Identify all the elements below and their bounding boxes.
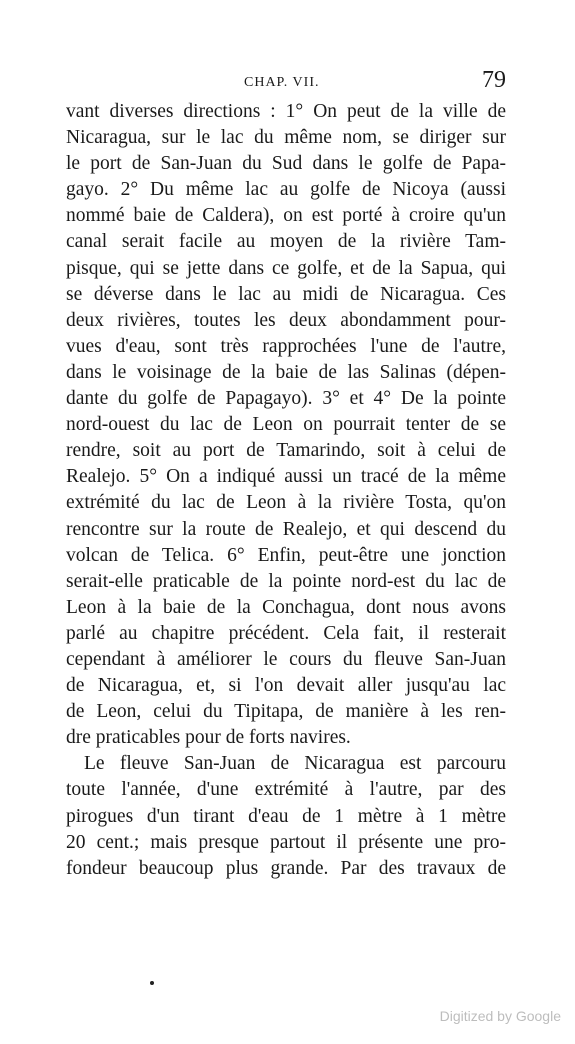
text-line: dante du golfe de Papagayo). 3° et 4° De la pointe — [66, 388, 506, 410]
text-line: vues d'eau, sont très rapprochées l'une de l'autre, — [66, 335, 506, 357]
text-line: de Leon, celui du Tipitapa, de manière à les ren- — [66, 701, 506, 723]
paragraph-last-line: dre praticables pour de forts navires. — [66, 727, 351, 749]
text-line: se déverse dans le lac au midi de Nicaragua. Ces — [66, 283, 506, 305]
text-line: volcan de Telica. 6° Enfin, peut-être une jonction — [66, 544, 506, 566]
text-line: rendre, soit au port de Tamarindo, soit à celui de — [66, 440, 506, 462]
text-line: canal serait facile au moyen de la rivière Tam- — [66, 231, 506, 253]
text-line: nommé baie de Caldera), on est porté à croire qu'un — [66, 205, 506, 227]
ink-speck — [150, 981, 154, 985]
text-line: nord-ouest du lac de Leon on pourrait tenter de se — [66, 414, 506, 436]
text-line: Realejo. 5° On a indiqué aussi un tracé de la même — [66, 466, 506, 488]
text-line: toute l'année, d'une extrémité à l'autre, par des — [66, 779, 506, 801]
watermark: Digitized by Google — [439, 1008, 561, 1024]
text-line: Leon à la baie de la Conchagua, dont nous avons — [66, 596, 506, 618]
text-line: deux rivières, toutes les deux abondamment pour- — [66, 309, 506, 331]
paragraph-first-line: Le fleuve San-Juan de Nicaragua est parcouru — [84, 753, 506, 775]
text-line: cependant à améliorer le cours du fleuve San-Juan — [66, 648, 506, 670]
text-line: extrémité du lac de Leon à la rivière Tosta, qu'on — [66, 492, 506, 514]
text-line: pirogues d'un tirant d'eau de 1 mètre à 1 mètre — [66, 805, 506, 827]
body-text — [66, 99, 506, 882]
text-line: rencontre sur la route de Realejo, et qui descend du — [66, 518, 506, 540]
chapter-heading: CHAP. VII. — [244, 75, 320, 90]
text-line: de Nicaragua, et, si l'on devait aller jusqu'au lac — [66, 675, 506, 697]
text-line: dans le voisinage de la baie de las Salinas (dépen- — [66, 361, 506, 383]
text-line: gayo. 2° Du même lac au golfe de Nicoya (aussi — [66, 179, 506, 201]
page-number: 79 — [482, 67, 506, 93]
text-line: vant diverses directions : 1° On peut de la ville de — [66, 101, 506, 122]
text-line: 20 cent.; mais presque partout il présente une pro- — [66, 831, 506, 853]
text-line: fondeur beaucoup plus grande. Par des travaux de — [66, 857, 506, 879]
running-head — [66, 67, 506, 97]
text-line: parlé au chapitre précédent. Cela fait, il resterait — [66, 622, 506, 644]
text-line: serait-elle praticable de la pointe nord-est du lac de — [66, 570, 506, 592]
text-line: le port de San-Juan du Sud dans le golfe de Papa- — [66, 153, 506, 175]
text-line: Nicaragua, sur le lac du même nom, se diriger sur — [66, 127, 506, 149]
text-line: pisque, qui se jette dans ce golfe, et de la Sapua, qui — [66, 257, 506, 279]
